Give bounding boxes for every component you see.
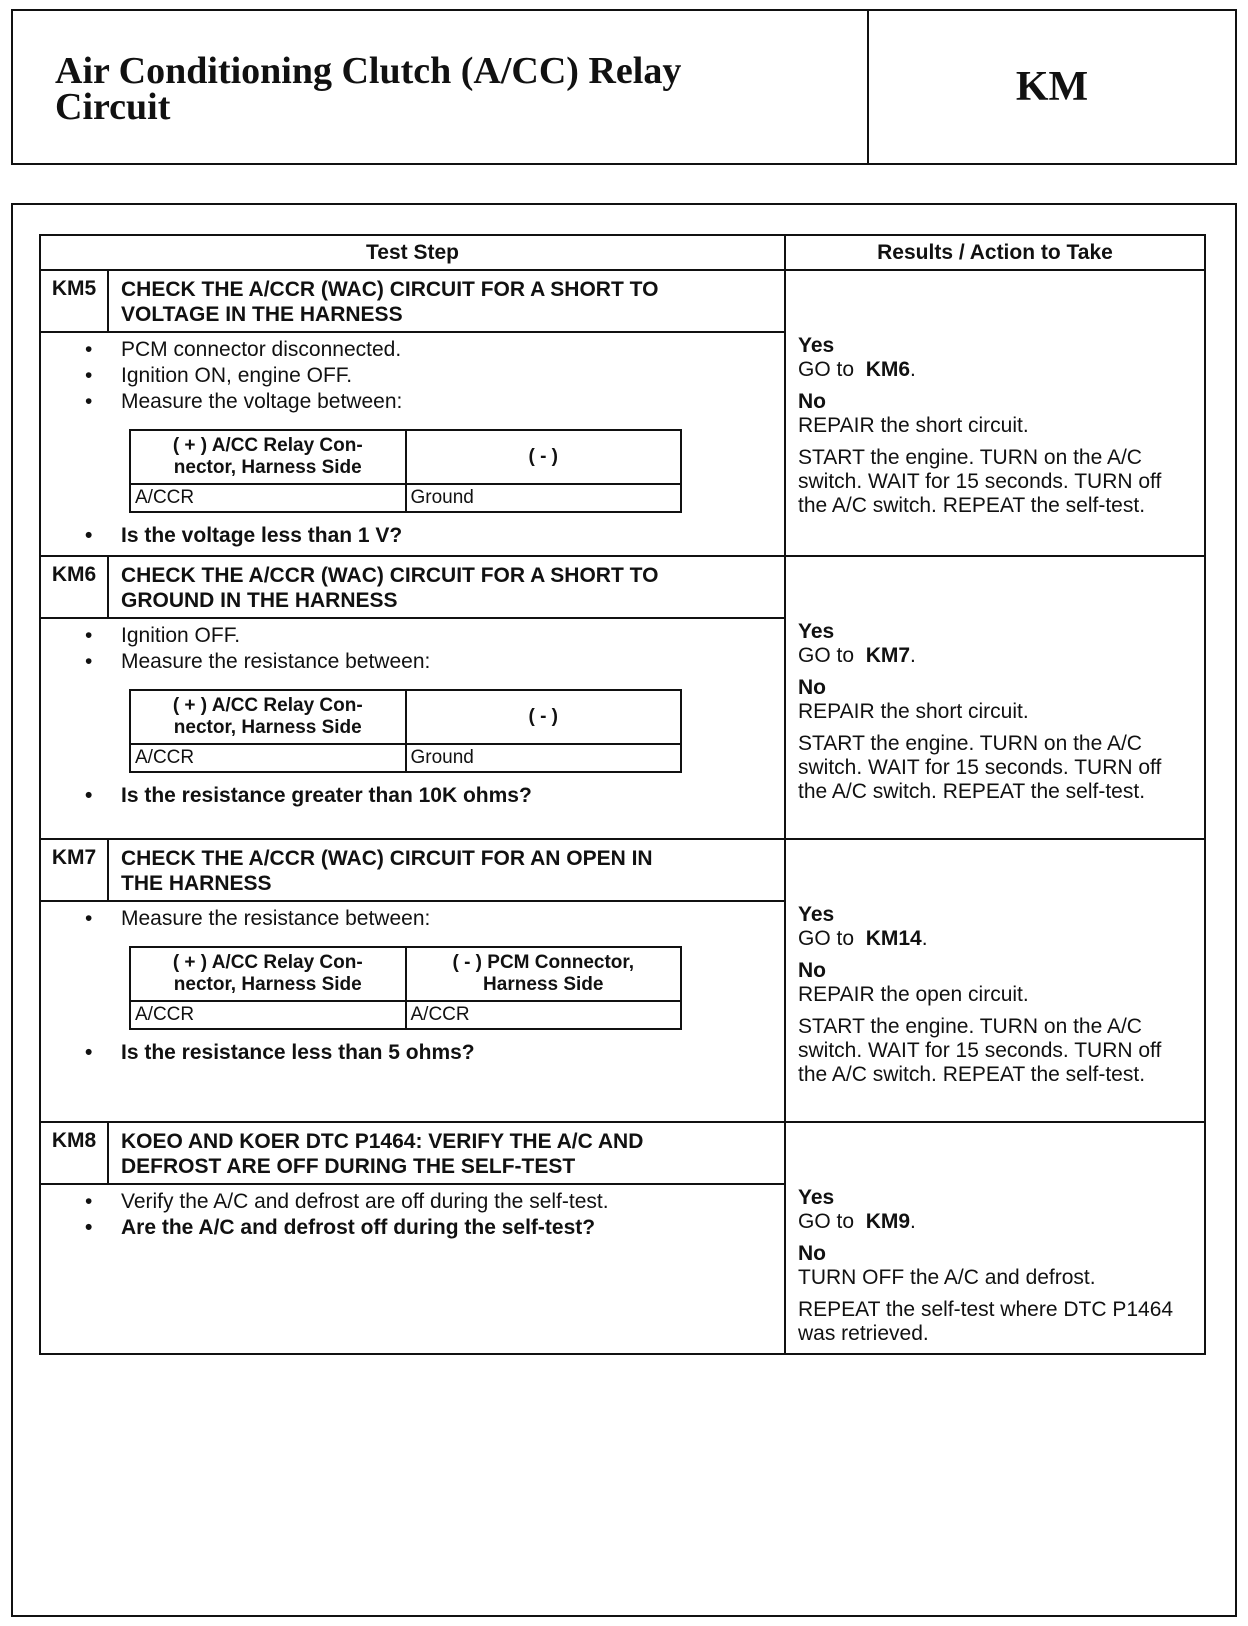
col-header-results: Results / Action to Take [785, 235, 1205, 270]
no-followup: START the engine. TURN on the A/C switch. WAIT for 15 seconds. TURN off the A/C switch. REPEAT the self-test. [798, 732, 1162, 803]
step-result [785, 839, 1205, 1122]
step-question: • Is the voltage less than 1 V? [121, 523, 784, 549]
no-action: REPAIR the short circuit. [798, 700, 1029, 723]
step-id: KM7 [40, 839, 108, 901]
step-body [40, 901, 785, 1122]
measurement-table [129, 429, 682, 513]
step-body [40, 1184, 785, 1354]
step-question: • Are the A/C and defrost off during the self-test? [121, 1215, 784, 1241]
step-bullet: • Ignition ON, engine OFF. [121, 363, 784, 389]
step-result [785, 556, 1205, 839]
step-body [40, 618, 785, 839]
page-title-line1: Air Conditioning Clutch (A/CC) Relay [55, 50, 682, 92]
step-question: • Is the resistance greater than 10K ohms? [121, 783, 784, 809]
yes-action: GO to KM7. [798, 644, 916, 667]
section-code: KM [1015, 64, 1089, 110]
page-title [13, 11, 869, 163]
meas-pos-value: A/CCR [130, 1001, 406, 1029]
meas-neg-value: Ground [406, 744, 682, 772]
meas-neg-value: A/CCR [406, 1001, 682, 1029]
yes-action: GO to KM9. [798, 1210, 916, 1233]
step-bullet: • Measure the resistance between: [121, 906, 784, 932]
meas-neg-header: ( - ) [406, 430, 682, 484]
page-header [11, 9, 1237, 165]
no-label: No [798, 959, 826, 982]
yes-target: KM7 [865, 644, 911, 667]
no-action: TURN OFF the A/C and defrost. [798, 1266, 1096, 1289]
yes-target: KM9 [865, 1210, 911, 1233]
yes-target: KM14 [865, 927, 922, 950]
step-result [785, 1122, 1205, 1354]
measurement-table [129, 689, 682, 773]
step-bullet: • Measure the resistance between: [121, 649, 784, 675]
no-label: No [798, 676, 826, 699]
no-label: No [798, 390, 826, 413]
step-body [40, 332, 785, 556]
step-title-row [40, 839, 1205, 901]
step-title-row [40, 1122, 1205, 1184]
yes-action: GO to KM6. [798, 358, 916, 381]
no-followup: START the engine. TURN on the A/C switch. WAIT for 15 seconds. TURN off the A/C switch. REPEAT the self-test. [798, 1015, 1162, 1086]
test-step-table [39, 234, 1206, 1355]
meas-pos-header: ( + ) A/CC Relay Con- nector, Harness Side [130, 947, 406, 1001]
no-followup: START the engine. TURN on the A/C switch. WAIT for 15 seconds. TURN off the A/C switch. REPEAT the self-test. [798, 446, 1162, 517]
step-title-row [40, 556, 1205, 618]
step-bullet: • PCM connector disconnected. [121, 337, 784, 363]
yes-label: Yes [798, 903, 835, 926]
meas-neg-value: Ground [406, 484, 682, 512]
yes-target: KM6 [865, 358, 911, 381]
no-action: REPAIR the short circuit. [798, 414, 1029, 437]
yes-label: Yes [798, 334, 835, 357]
step-title-row [40, 270, 1205, 332]
step-bullet: • Measure the voltage between: [121, 389, 784, 415]
no-label: No [798, 1242, 826, 1265]
step-bullet: • Ignition OFF. [121, 623, 784, 649]
step-bullet: • Verify the A/C and defrost are off during the self-test. [121, 1189, 784, 1215]
step-id: KM5 [40, 270, 108, 332]
step-id: KM6 [40, 556, 108, 618]
step-id: KM8 [40, 1122, 108, 1184]
yes-label: Yes [798, 1186, 835, 1209]
step-title: KOEO AND KOER DTC P1464: VERIFY THE A/C AND DEFROST ARE OFF DURING THE SELF-TEST [108, 1122, 785, 1184]
meas-pos-value: A/CCR [130, 484, 406, 512]
yes-action: GO to KM14. [798, 927, 928, 950]
meas-pos-header: ( + ) A/CC Relay Con- nector, Harness Side [130, 430, 406, 484]
yes-label: Yes [798, 620, 835, 643]
step-title: CHECK THE A/CCR (WAC) CIRCUIT FOR AN OPEN IN THE HARNESS [108, 839, 785, 901]
meas-neg-header: ( - ) PCM Connector, Harness Side [406, 947, 682, 1001]
no-action: REPAIR the open circuit. [798, 983, 1029, 1006]
step-question: • Is the resistance less than 5 ohms? [121, 1040, 784, 1066]
no-followup: REPEAT the self-test where DTC P1464 was retrieved. [798, 1298, 1174, 1345]
step-result [785, 270, 1205, 556]
step-title: CHECK THE A/CCR (WAC) CIRCUIT FOR A SHORT TO VOLTAGE IN THE HARNESS [108, 270, 785, 332]
meas-neg-header: ( - ) [406, 690, 682, 744]
step-title: CHECK THE A/CCR (WAC) CIRCUIT FOR A SHORT TO GROUND IN THE HARNESS [108, 556, 785, 618]
measurement-table [129, 946, 682, 1030]
page-title-line2: Circuit [55, 86, 171, 128]
col-header-test-step: Test Step [40, 235, 785, 270]
meas-pos-value: A/CCR [130, 744, 406, 772]
meas-pos-header: ( + ) A/CC Relay Con- nector, Harness Side [130, 690, 406, 744]
